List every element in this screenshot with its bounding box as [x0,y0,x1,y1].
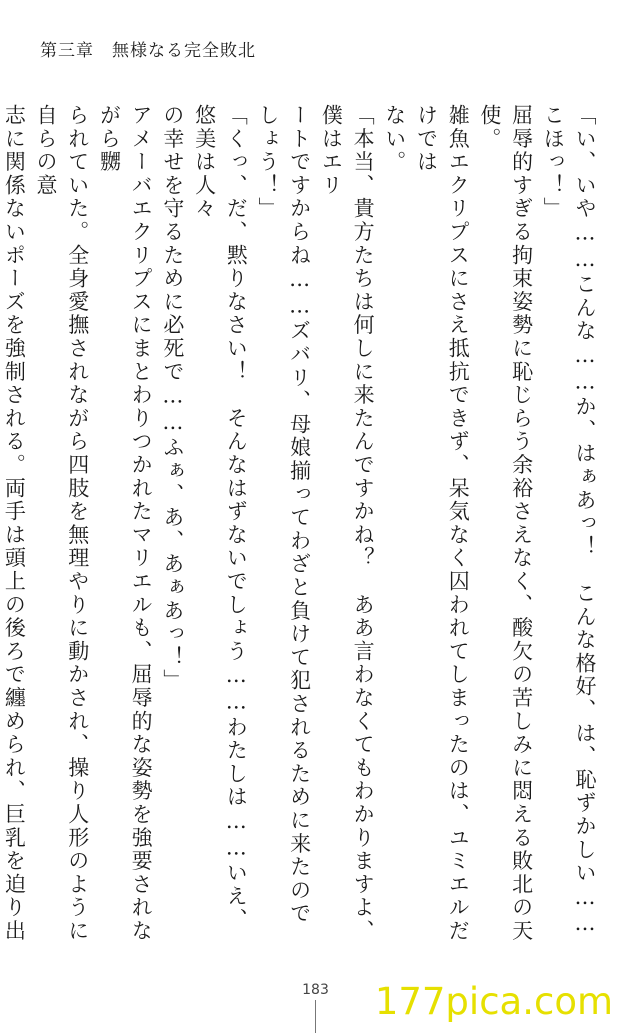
text-line: アメーバエクリプスにまとわりつかれたマリエルも、屈辱的な姿勢を強要されながら嬲 [97,104,154,943]
text-line: の幸せを守るために必死で……ふぁ、あ、あぁあっ！」 [160,104,185,693]
text-line: 「くっ、だ、黙りなさい！ そんなはずないでしょう……わたしは……いえ、悠美は人々 [192,104,249,932]
novel-body-text [2,104,600,944]
text-line: 「本当、貴方たちは何しに来たんですかね？ ああ言わなくてもわかりますよ、僕はエリ [319,104,376,943]
watermark: 177pica.com [374,980,613,1023]
text-line: 屈辱的すぎる拘束姿勢に恥じらう余裕さえなく、酸欠の苦しみに悶える敗北の天使。 [477,104,534,943]
text-line: 志に関係ないポーズを強制される。両手は頭上の後ろで纏められ、巨乳を迫り出 [2,104,27,943]
page-number-rule [315,1000,316,1033]
text-line: 雑魚エクリプスにさえ抵抗できず、呆気なく囚われてしまったのは、ユミエルだけでは [414,104,471,943]
page-number: 183 [302,982,329,998]
text-line: ートですからね……ズバリ、母娘揃ってわざと負けて犯されるために来たのでしょう！」 [255,104,312,926]
chapter-header: 第三章 無様なる完全敗北 [40,41,256,61]
text-line: 「い、いや……こんな……か、はぁあっ！ こんな格好、は、恥ずかしい……こほっ！」 [541,104,597,938]
text-line: ない。 [382,104,407,174]
text-line: られていた。全身愛撫されながら四肢を無理やりに動かされ、操り人形のように自らの意 [34,104,90,943]
